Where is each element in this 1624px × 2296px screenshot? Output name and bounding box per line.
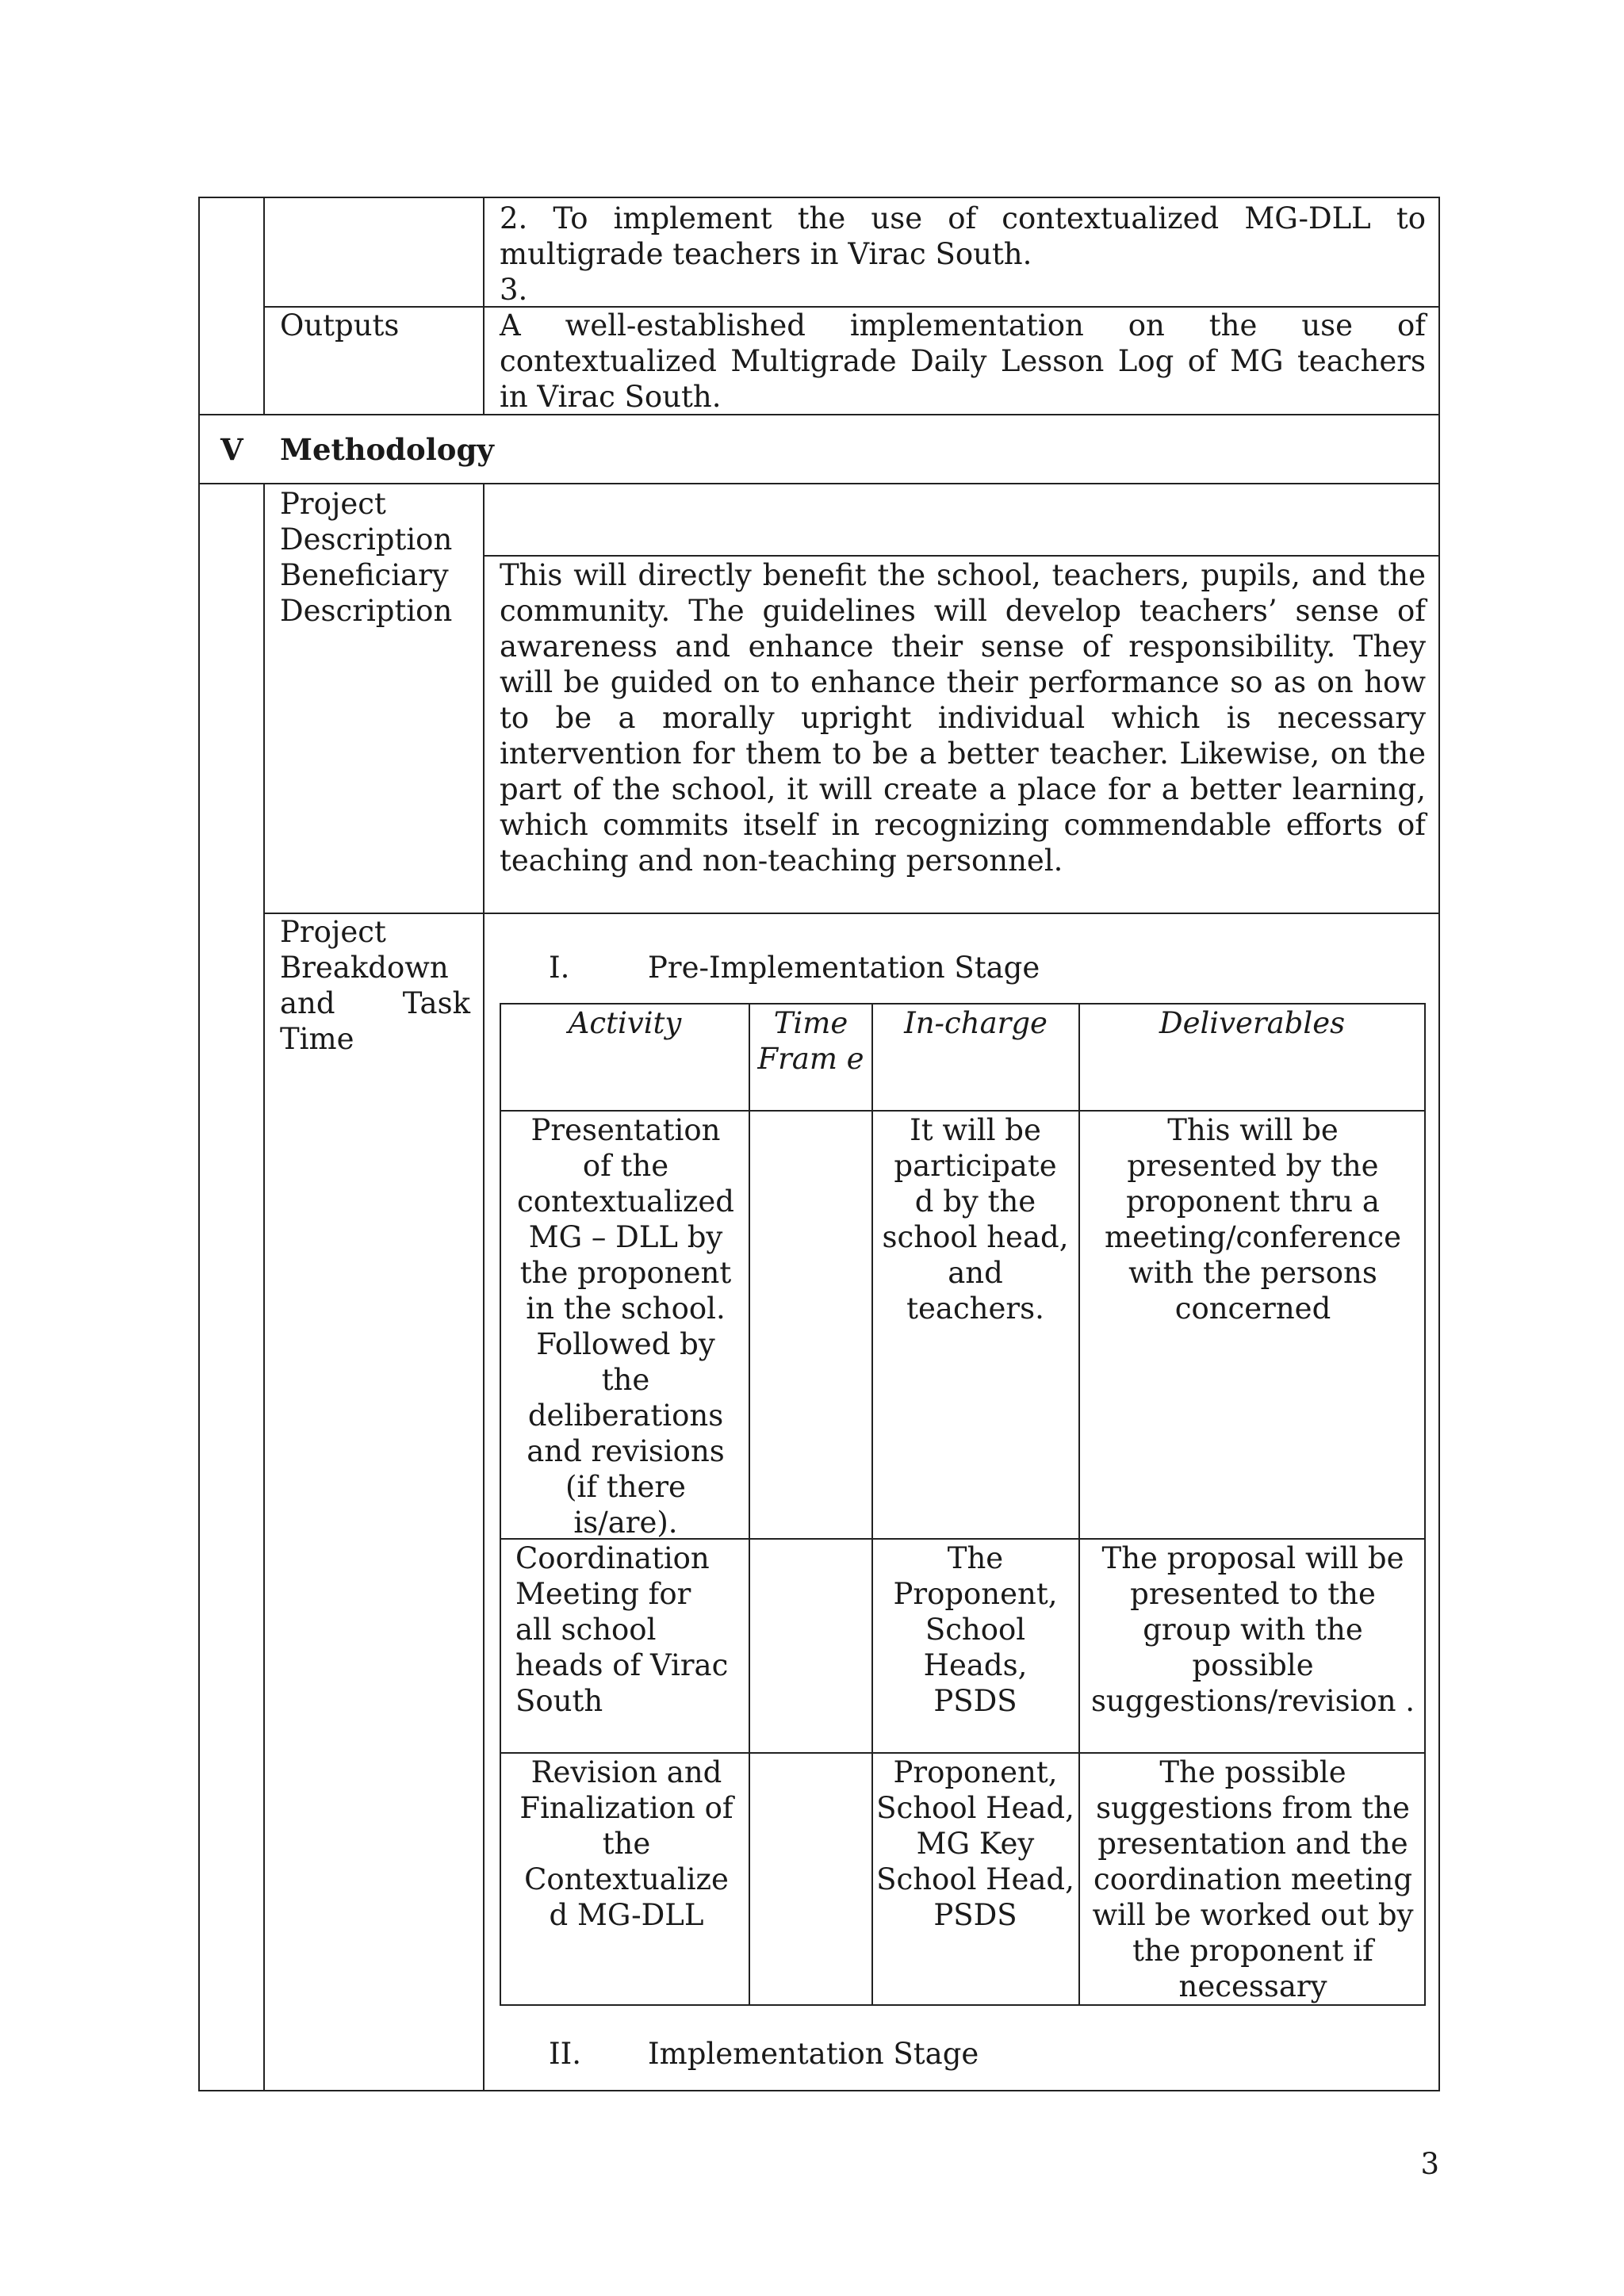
inner-column-divider	[871, 1003, 873, 2006]
project-description-label-line-2: Description	[280, 522, 453, 557]
row-3-activity: Revision and Finalization of the Contextualize d MG-DLL	[519, 1755, 733, 1932]
row-1-in-charge: It will be participate d by the school head, and teachers.	[882, 1113, 1069, 1326]
header-deliverables: Deliverables	[1159, 1006, 1346, 1040]
outputs-text: A well-established implementation on the use of contextualized Multigrade Daily Lesson Log of MG teachers in Virac South.	[500, 308, 1426, 414]
stage-2-title: Implementation Stage	[648, 2037, 979, 2071]
inner-column-divider	[1078, 1003, 1080, 2006]
breakdown-label-line-3: and Task	[280, 986, 470, 1020]
stage-1-numeral: I.	[549, 951, 570, 985]
beneficiary-label-line-2: Description	[280, 594, 453, 628]
row-3-deliverables: The possible suggestions from the presentation and the coordination meeting will be worked out by the proponent if necessary	[1092, 1755, 1414, 2003]
row-2-deliverables: The proposal will be presented to the group with the possible suggestions/revision .	[1090, 1541, 1415, 1718]
row-divider	[198, 483, 1440, 484]
row-2-in-charge: The Proponent, School Heads, PSDS	[893, 1541, 1058, 1718]
header-in-charge: In-charge	[904, 1006, 1048, 1040]
outputs-label: Outputs	[280, 308, 400, 342]
row-divider	[483, 555, 1440, 557]
column-divider	[483, 484, 485, 2091]
breakdown-label-line-4: Time	[280, 1022, 354, 1056]
row-2-activity: Coordination Meeting for all school heads of Virac South	[515, 1541, 729, 1718]
stage-2-numeral: II.	[549, 2037, 581, 2071]
inner-row-divider	[500, 1110, 1426, 1112]
beneficiary-text: This will directly benefit the school, teachers, pupils, and the community. The guidelines will develop teachers’ sense of awareness and enhance their sense of responsibility. They will be guided on to enhance their performance so as on how to be a morally upright individual which is necessary intervention for them to be a better teacher. Likewise, on the part of the school, it will create a place for a better learning, which commits itself in recognizing commendable efforts of teaching and non-teaching personnel.	[500, 558, 1426, 878]
inner-row-divider	[500, 1752, 1426, 1754]
column-divider	[263, 484, 265, 2091]
section-numeral: V	[220, 432, 243, 467]
beneficiary-label-line-1: Beneficiary	[280, 558, 449, 592]
objective-item-3: 3.	[500, 273, 528, 307]
inner-column-divider	[749, 1003, 750, 2006]
row-1-activity: Presentation of the contextualized MG – DLL by the proponent in the school. Followed by the deliberations and revisions (if there is/are).	[517, 1113, 734, 1540]
objective-item-2-line-2: multigrade teachers in Virac South.	[500, 237, 1032, 271]
section-title: Methodology	[280, 432, 494, 467]
stage-1-title: Pre-Implementation Stage	[648, 951, 1040, 985]
row-1-deliverables: This will be presented by the proponent thru a meeting/conference with the persons concerned	[1104, 1113, 1401, 1326]
objective-item-2-line-1: 2. To implement the use of contextualized MG-DLL to	[500, 201, 1426, 235]
page-number: 3	[1420, 2147, 1439, 2181]
breakdown-label-line-2: Breakdown	[280, 951, 449, 985]
row-divider	[263, 913, 1440, 914]
row-3-in-charge: Proponent, School Head, MG Key School Head, PSDS	[876, 1755, 1074, 1932]
project-description-label-line-1: Project	[280, 487, 386, 521]
header-activity: Activity	[568, 1006, 682, 1040]
breakdown-label-line-1: Project	[280, 915, 386, 949]
header-time-frame: Time Fram e	[757, 1006, 864, 1076]
